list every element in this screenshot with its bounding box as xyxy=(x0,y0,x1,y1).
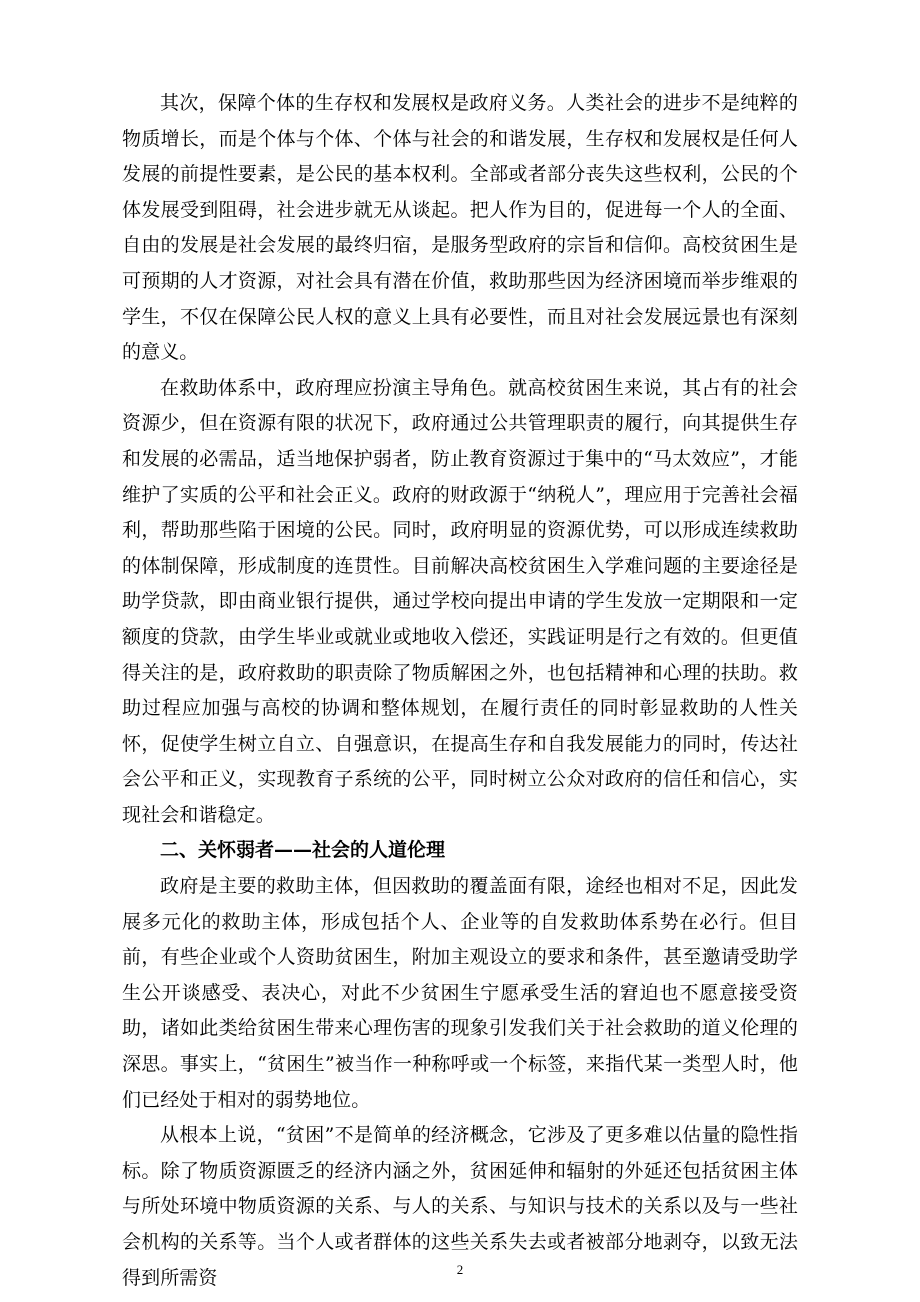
page-number: 2 xyxy=(456,1262,464,1277)
body-paragraph-2: 在救助体系中，政府理应扮演主导角色。就高校贫困生来说，其占有的社会资源少，但在资源有限的状况下，政府通过公共管理职责的履行，向其提供生存和发展的必需品，适当地保护弱者，防止教育资源过于集中的“马太效应”，才能维护了实质的公平和社会正义。政府的财政源于“纳税人”，理应用于完善社会福利，帮助那些陷于困境的公民。同时，政府明显的资源优势，可以形成连续救助的体制保障，形成制度的连贯性。目前解决高校贫困生入学难问题的主要途径是助学贷款，即由商业银行提供，通过学校向提出申请的学生发放一定期限和一定额度的贷款，由学生毕业或就业或地收入偿还，实践证明是行之有效的。但更值得关注的是，政府救助的职责除了物质解困之外，也包括精神和心理的扶助。救助过程应加强与高校的协调和整体规划，在履行责任的同时彰显救助的人性关怀，促使学生树立自立、自强意识，在提高生存和自我发展能力的同时，传达社会公平和正义，实现教育子系统的公平，同时树立公众对政府的信任和信心，实现社会和谐稳定。 xyxy=(122,376,798,826)
section-heading: 二、关怀弱者——社会的人道伦理 xyxy=(160,839,446,862)
body-paragraph-1: 其次，保障个体的生存权和发展权是政府义务。人类社会的进步不是纯粹的物质增长，而是个体与个体、个体与社会的和谐发展，生存权和发展权是任何人发展的前提性要素，是公民的基本权利。全部或者部分丧失这些权利，公民的个体发展受到阻碍，社会进步就无从谈起。把人作为目的，促进每一个人的全面、自由的发展是社会发展的最终归宿，是服务型政府的宗旨和信仰。高校贫困生是可预期的人才资源，对社会具有潜在价值，救助那些因为经济困境而举步维艰的学生，不仅在保障公民人权的意义上具有必要性，而且对社会发展远景也有深刻的意义。 xyxy=(122,92,798,364)
body-paragraph-4: 从根本上说，“贫困”不是简单的经济概念，它涉及了更多难以估量的隐性指标。除了物质资源匮乏的经济内涵之外，贫困延伸和辐射的外延还包括贫困主体与所处环境中物质资源的关系、与人的关系、与知识与技术的关系以及与一些社会机构的关系等。当个人或者群体的这些关系失去或者被部分地剥夺，以致无法得到所需资 xyxy=(122,1124,798,1289)
document-page xyxy=(122,86,798,1296)
body-paragraph-3: 政府是主要的救助主体，但因救助的覆盖面有限，途经也相对不足，因此发展多元化的救助主体，形成包括个人、企业等的自发救助体系势在必行。但目前，有些企业或个人资助贫困生，附加主观设立的要求和条件，甚至邀请受助学生公开谈感受、表决心，对此不少贫困生宁愿承受生活的窘迫也不愿意接受资助，诸如此类给贫困生带来心理伤害的现象引发我们关于社会救助的道义伦理的深思。事实上，“贫困生”被当作一种称呼或一个标签，来指代某一类型人时，他们已经处于相对的弱势地位。 xyxy=(122,875,798,1111)
